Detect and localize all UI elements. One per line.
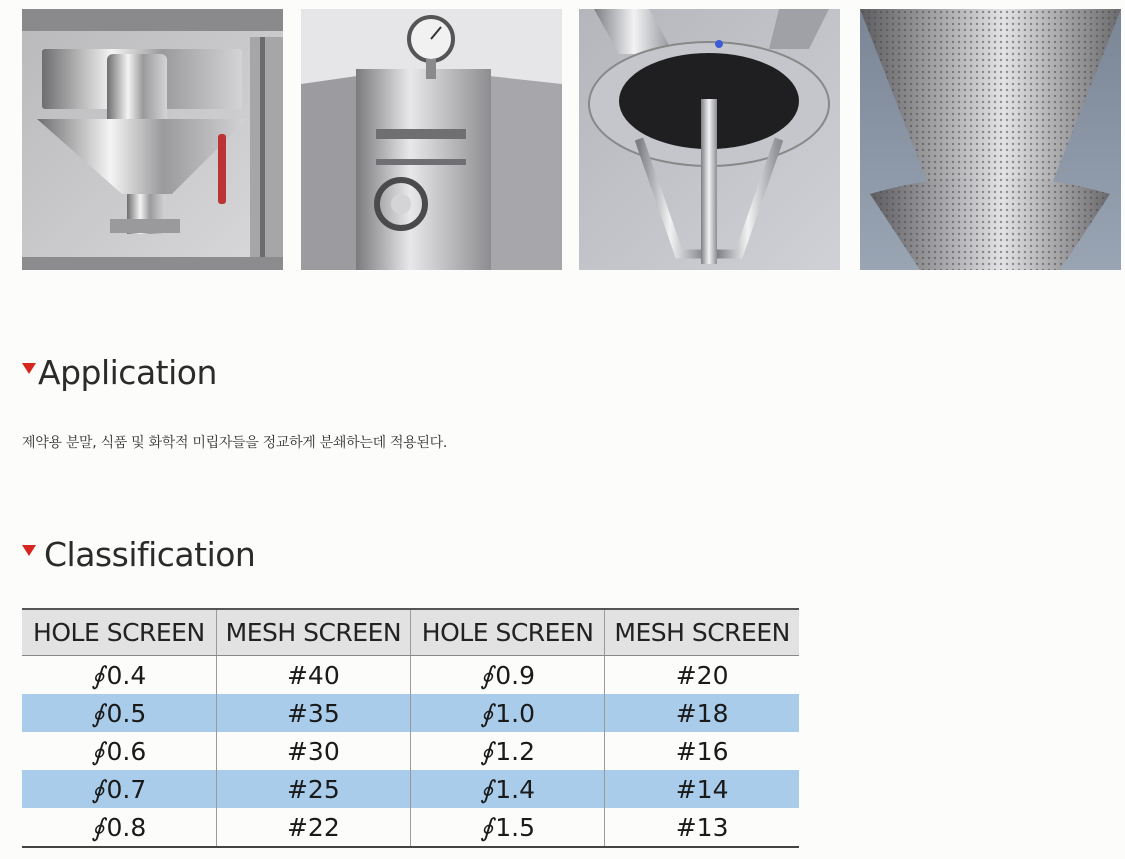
table-row	[22, 770, 799, 808]
cell-value: #20	[675, 660, 729, 690]
diameter-symbol: ∮	[91, 660, 105, 690]
hole-size-cell	[22, 770, 216, 808]
cell-value: 0.9	[495, 660, 536, 690]
hole-size-cell	[22, 808, 216, 847]
diameter-symbol: ∮	[91, 736, 105, 766]
cell-value: #25	[286, 774, 340, 804]
conical-screen-photo	[860, 9, 1121, 270]
classification-heading	[22, 535, 256, 574]
classification-table	[22, 608, 799, 848]
cell-value: 0.5	[106, 698, 147, 728]
table-row	[22, 808, 799, 847]
mesh-size-cell	[216, 770, 410, 808]
gauge-panel-illustration	[301, 9, 562, 270]
mesh-size-cell	[605, 732, 799, 770]
table-row	[22, 732, 799, 770]
cell-value: #18	[675, 698, 729, 728]
diameter-symbol: ∮	[480, 812, 494, 842]
cell-value: 0.7	[106, 774, 147, 804]
cell-value: 1.2	[495, 736, 536, 766]
column-header: MESH SCREEN	[216, 609, 410, 656]
hole-size-cell	[22, 694, 216, 732]
hole-size-cell	[411, 770, 605, 808]
table-body	[22, 656, 799, 848]
impeller-photo	[579, 9, 840, 270]
cell-value: #14	[675, 774, 729, 804]
column-header: HOLE SCREEN	[22, 609, 216, 656]
diameter-symbol: ∮	[480, 660, 494, 690]
cell-value: #35	[286, 698, 340, 728]
cell-value: 1.0	[495, 698, 536, 728]
cell-value: #30	[286, 736, 340, 766]
mesh-size-cell	[216, 694, 410, 732]
hopper-machine-illustration	[22, 9, 283, 270]
cell-value: 1.4	[495, 774, 536, 804]
mesh-size-cell	[216, 656, 410, 695]
cell-value: #16	[675, 736, 729, 766]
cell-value: #40	[286, 660, 340, 690]
table-header-row	[22, 609, 799, 656]
diameter-symbol: ∮	[480, 774, 494, 804]
mesh-size-cell	[216, 732, 410, 770]
cell-value: #22	[286, 812, 340, 842]
application-heading	[22, 353, 217, 392]
cell-value: 0.4	[106, 660, 147, 690]
gauge-panel-photo	[301, 9, 562, 270]
hole-size-cell	[411, 732, 605, 770]
cell-value: 0.6	[106, 736, 147, 766]
application-heading-text: Application	[38, 353, 217, 392]
cell-value: #13	[675, 812, 729, 842]
hole-size-cell	[411, 656, 605, 695]
red-triangle-icon	[22, 545, 36, 556]
red-triangle-icon	[22, 363, 36, 374]
diameter-symbol: ∮	[91, 698, 105, 728]
mesh-size-cell	[216, 808, 410, 847]
column-header: MESH SCREEN	[605, 609, 799, 656]
application-description: 제약용 분말, 식품 및 화학적 미립자들을 정교하게 분쇄하는데 적용된다.	[22, 435, 447, 451]
table-row	[22, 656, 799, 695]
hopper-machine-photo	[22, 9, 283, 270]
mesh-size-cell	[605, 656, 799, 695]
hole-size-cell	[411, 694, 605, 732]
diameter-symbol: ∮	[480, 736, 494, 766]
table-row	[22, 694, 799, 732]
cell-value: 0.8	[106, 812, 147, 842]
classification-heading-text: Classification	[44, 535, 256, 574]
diameter-symbol: ∮	[91, 774, 105, 804]
hole-size-cell	[22, 656, 216, 695]
mesh-size-cell	[605, 694, 799, 732]
column-header: HOLE SCREEN	[411, 609, 605, 656]
diameter-symbol: ∮	[480, 698, 494, 728]
diameter-symbol: ∮	[91, 812, 105, 842]
cell-value: 1.5	[495, 812, 536, 842]
hole-size-cell	[411, 808, 605, 847]
mesh-size-cell	[605, 770, 799, 808]
hole-size-cell	[22, 732, 216, 770]
mesh-size-cell	[605, 808, 799, 847]
conical-screen-illustration	[860, 9, 1121, 270]
impeller-illustration	[579, 9, 840, 270]
